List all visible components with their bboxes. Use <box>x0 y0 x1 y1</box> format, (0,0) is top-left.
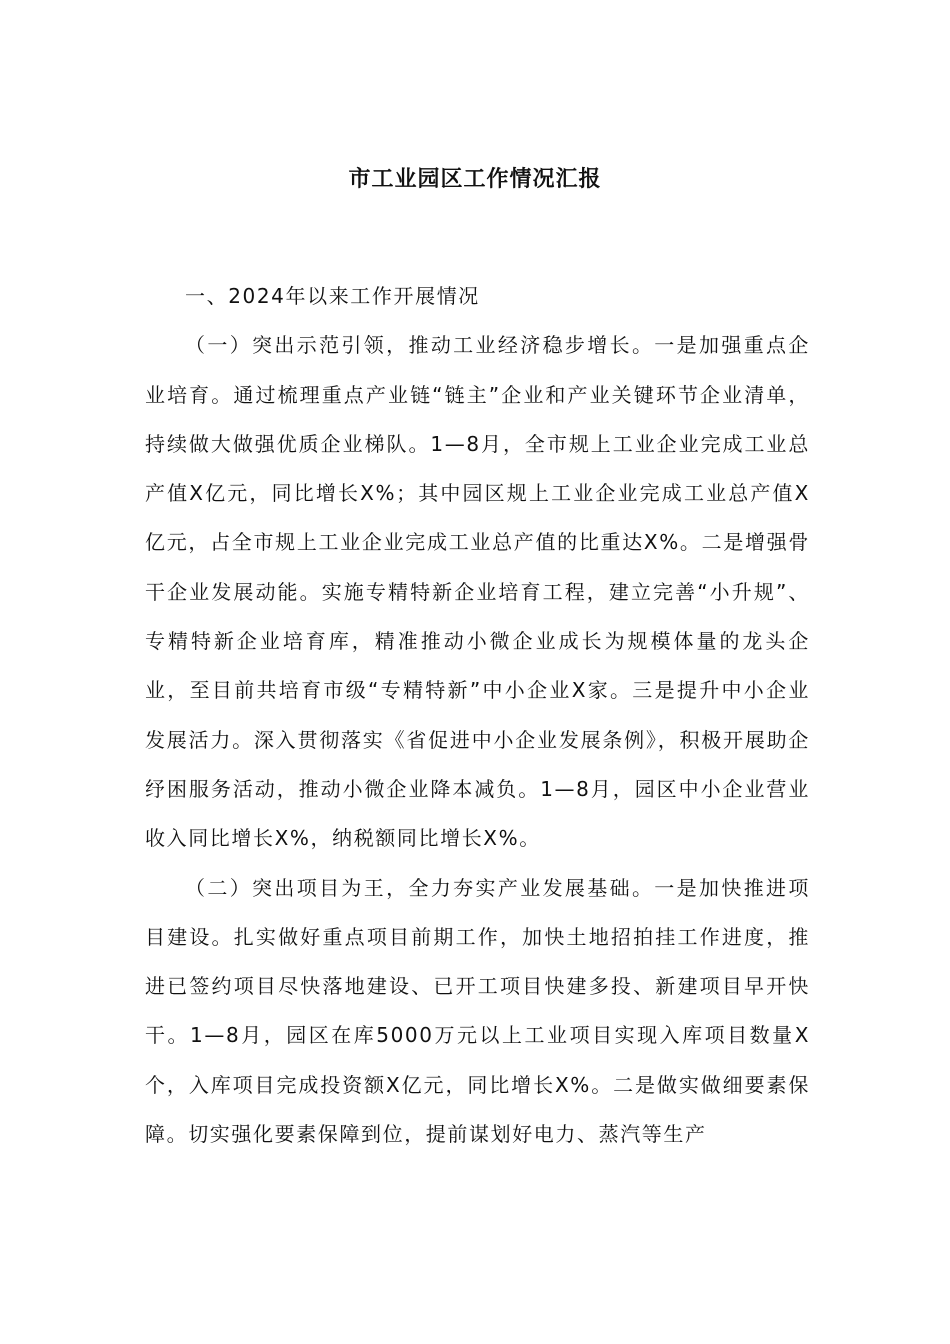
document-body <box>145 272 810 1159</box>
body-paragraph: （一）突出示范引领，推动工业经济稳步增长。一是加强重点企业培育。通过梳理重点产业链“链主”企业和产业关键环节企业清单，持续做大做强优质企业梯队。1—8月，全市规上工业企业完成工业总产值X亿元，同比增长X%；其中园区规上工业企业完成工业总产值X亿元，占全市规上工业企业完成工业总产值的比重达X%。二是增强骨干企业发展动能。实施专精特新企业培育工程，建立完善“小升规”、专精特新企业培育库，精准推动小微企业成长为规模体量的龙头企业，至目前共培育市级“专精特新”中小企业X家。三是提升中小企业发展活力。深入贯彻落实《省促进中小企业发展条例》，积极开展助企纾困服务活动，推动小微企业降本减负。1—8月，园区中小企业营业收入同比增长X%，纳税额同比增长X%。 <box>145 333 810 851</box>
section-heading: 一、2024年以来工作开展情况 <box>185 284 480 308</box>
body-paragraph: （二）突出项目为王，全力夯实产业发展基础。一是加快推进项目建设。扎实做好重点项目前期工作，加快土地招拍挂工作进度，推进已签约项目尽快落地建设、已开工项目快建多投、新建项目早开快干。1—8月，园区在库5000万元以上工业项目实现入库项目数量X个，入库项目完成投资额X亿元，同比增长X%。二是做实做细要素保障。切实强化要素保障到位，提前谋划好电力、蒸汽等生产 <box>145 875 810 1147</box>
document-title: 市工业园区工作情况汇报 <box>348 167 602 192</box>
